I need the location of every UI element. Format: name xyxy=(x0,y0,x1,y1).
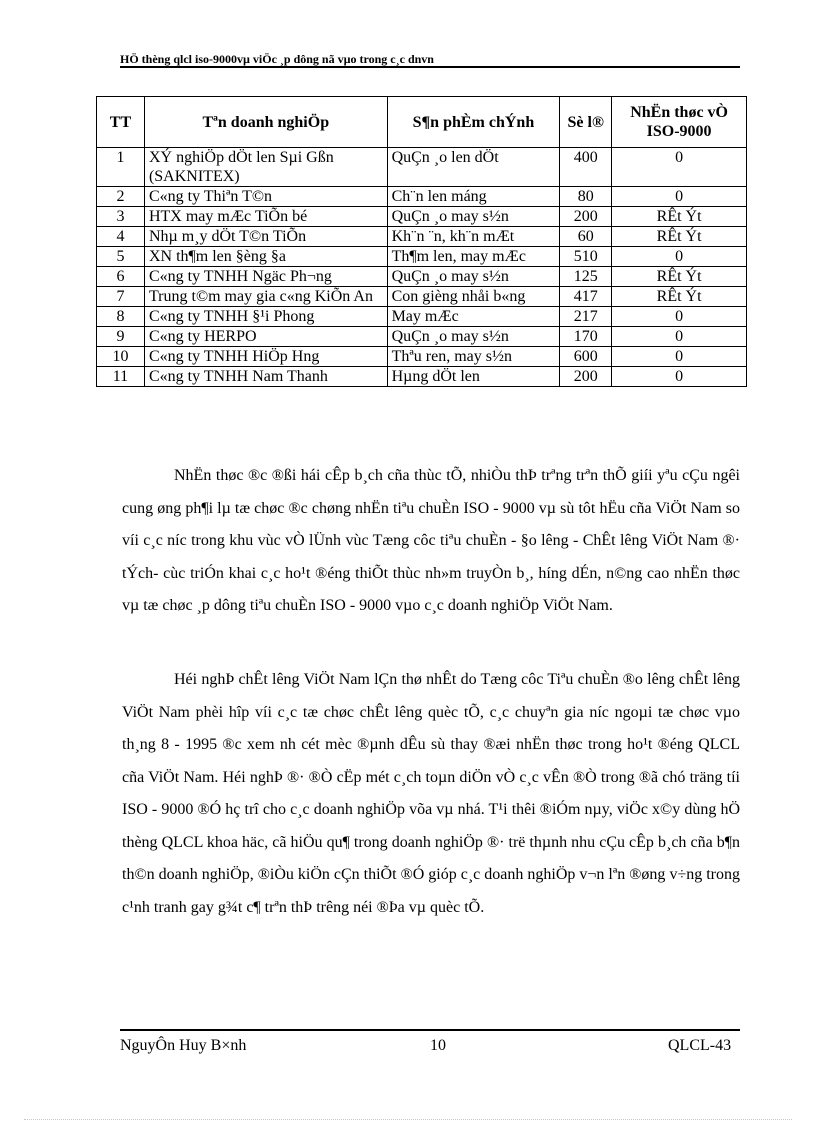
cell-iso: 0 xyxy=(612,367,747,387)
cell-iso: RÊt Ýt xyxy=(612,207,747,227)
cell-qty: 170 xyxy=(560,327,612,347)
cell-tt: 11 xyxy=(97,367,145,387)
cell-qty: 400 xyxy=(560,148,612,187)
cell-name: C«ng ty TNHH Nam Thanh xyxy=(144,367,387,387)
col-qty: Sè l® xyxy=(560,97,612,148)
cell-iso: 0 xyxy=(612,247,747,267)
cell-product: Ch¨n len máng xyxy=(387,187,560,207)
table-row xyxy=(97,347,747,367)
cell-iso: RÊt Ýt xyxy=(612,227,747,247)
table-row xyxy=(97,327,747,347)
col-product: S¶n phÈm chÝnh xyxy=(387,97,560,148)
cell-iso: RÊt Ýt xyxy=(612,287,747,307)
cell-product: May mÆc xyxy=(387,307,560,327)
page-number: 10 xyxy=(430,1037,446,1054)
cell-product: Kh¨n ¨n, kh¨n mÆt xyxy=(387,227,560,247)
cell-name: XÝ nghiÖp dÖt len Sµi Gßn (SAKNITEX) xyxy=(144,148,387,187)
table-row xyxy=(97,187,747,207)
cell-qty: 417 xyxy=(560,287,612,307)
table-row xyxy=(97,307,747,327)
cell-tt: 3 xyxy=(97,207,145,227)
cell-name: C«ng ty HERPO xyxy=(144,327,387,347)
cell-qty: 125 xyxy=(560,267,612,287)
paragraph-1: NhËn thøc ®c ®ßi hái cÊp b¸ch cña thùc tÕ, nhiÒu thÞ trªng trªn thÕ giíi yªu cÇu ngêi cung øng ph¶i lµ tæ chøc ®c chøng nhËn tiªu chuÈn ISO - 9000 vµ sù tôt hËu cña ViÖt Nam so víi c¸c níc trong khu vùc vÒ lÜnh vùc Tæng côc tiªu chuÈn - §o lêng - ChÊt lêng ViÖt Nam ®· tÝch- cùc triÓn khai c¸c ho¹t ®éng thiÕt thùc nh»m truyÒn b¸, híng dÉn, n©ng cao nhËn thøc vµ tæ chøc ¸p dông tiªu chuÈn ISO - 9000 vµo c¸c doanh nghiÖp ViÖt Nam. xyxy=(122,467,740,614)
cell-qty: 200 xyxy=(560,367,612,387)
cell-name: Nhµ m¸y dÖt T©n TiÕn xyxy=(144,227,387,247)
col-iso: NhËn thøc vÒ ISO-9000 xyxy=(612,97,747,148)
cell-tt: 8 xyxy=(97,307,145,327)
cell-tt: 5 xyxy=(97,247,145,267)
cell-tt: 1 xyxy=(97,148,145,187)
cell-product: QuÇn ¸o may s½n xyxy=(387,327,560,347)
cell-tt: 6 xyxy=(97,267,145,287)
cell-iso: 0 xyxy=(612,347,747,367)
cell-iso: RÊt Ýt xyxy=(612,267,747,287)
cell-iso: 0 xyxy=(612,307,747,327)
table-row xyxy=(97,247,747,267)
paragraph-2: Héi nghÞ chÊt lêng ViÖt Nam lÇn thø nhÊt do Tæng côc Tiªu chuÈn ®o lêng chÊt lêng ViÖt Nam phèi hîp víi c¸c tæ chøc chÊt lêng quèc tÕ, c¸c chuyªn gia níc ngoµi tæ chøc vµo th¸ng 8 - 1995 ®c xem nh cét mèc ®µnh dÊu sù thay ®æi nhËn thøc trong ho¹t ®éng QLCL cña ViÖt Nam. Héi nghÞ ®· ®Ò cËp mét c¸ch toµn diÖn vÒ c¸c vÊn ®Ò trong ®ã chó träng tíi ISO - 9000 ®Ó hç trî cho c¸c doanh nghiÖp võa vµ nhá. T¹i thêi ®iÓm nµy, viÖc x©y dùng hÖ thèng QLCL khoa häc, cã hiÖu qu¶ trong doanh nghiÖp ®· trë thµnh nhu cÇu cÊp b¸ch cña b¶n th©n doanh nghiÖp, ®iÒu kiÖn cÇn thiÕt ®Ó gióp c¸c doanh nghiÖp v¬n lªn ®øng v÷ng trong c¹nh tranh gay g¾t c¶ trªn thÞ trêng néi ®Þa vµ quèc tÕ. xyxy=(122,671,740,916)
cell-name: C«ng ty Thiªn T©n xyxy=(144,187,387,207)
cell-tt: 10 xyxy=(97,347,145,367)
cell-iso: 0 xyxy=(612,148,747,187)
cell-qty: 200 xyxy=(560,207,612,227)
cell-iso: 0 xyxy=(612,327,747,347)
cell-name: C«ng ty TNHH Ngäc Ph¬ng xyxy=(144,267,387,287)
col-name: Tªn doanh nghiÖp xyxy=(144,97,387,148)
cell-iso: 0 xyxy=(612,187,747,207)
cell-qty: 510 xyxy=(560,247,612,267)
cell-qty: 217 xyxy=(560,307,612,327)
cell-name: HTX may mÆc TiÕn bé xyxy=(144,207,387,227)
cell-name: C«ng ty TNHH HiÖp Hng xyxy=(144,347,387,367)
cell-product: QuÇn ¸o may s½n xyxy=(387,207,560,227)
cell-qty: 600 xyxy=(560,347,612,367)
cell-tt: 9 xyxy=(97,327,145,347)
cell-product: QuÇn ¸o len dÖt xyxy=(387,148,560,187)
table-row xyxy=(97,227,747,247)
table-row xyxy=(97,267,747,287)
cell-name: C«ng ty TNHH §¹i Phong xyxy=(144,307,387,327)
cell-product: QuÇn ¸o may s½n xyxy=(387,267,560,287)
footer-rule xyxy=(120,1029,740,1031)
cell-qty: 80 xyxy=(560,187,612,207)
cell-tt: 7 xyxy=(97,287,145,307)
cell-product: Con gièng nhåi b«ng xyxy=(387,287,560,307)
table-row xyxy=(97,207,747,227)
cell-name: XN th¶m len §èng §a xyxy=(144,247,387,267)
running-header: HÖ thèng qlcl iso-9000vµ viÖc ¸p dông nã vµo trong c¸c dnvn xyxy=(120,52,434,66)
cell-product: Hµng dÖt len xyxy=(387,367,560,387)
footer-code: QLCL-43 xyxy=(668,1037,732,1054)
enterprise-table xyxy=(96,96,747,387)
footer-author: NguyÔn Huy B×nh xyxy=(120,1037,247,1054)
table-row xyxy=(97,148,747,187)
cell-tt: 2 xyxy=(97,187,145,207)
table-row xyxy=(97,287,747,307)
cell-qty: 60 xyxy=(560,227,612,247)
table-header-row xyxy=(97,97,747,148)
cell-tt: 4 xyxy=(97,227,145,247)
header-rule xyxy=(120,66,740,68)
cell-product: Th¶m len, may mÆc xyxy=(387,247,560,267)
cell-name: Trung t©m may gia c«ng KiÕn An xyxy=(144,287,387,307)
page-bottom-edge xyxy=(24,1119,792,1120)
col-tt: TT xyxy=(97,97,145,148)
table-row xyxy=(97,367,747,387)
cell-product: Thªu ren, may s½n xyxy=(387,347,560,367)
